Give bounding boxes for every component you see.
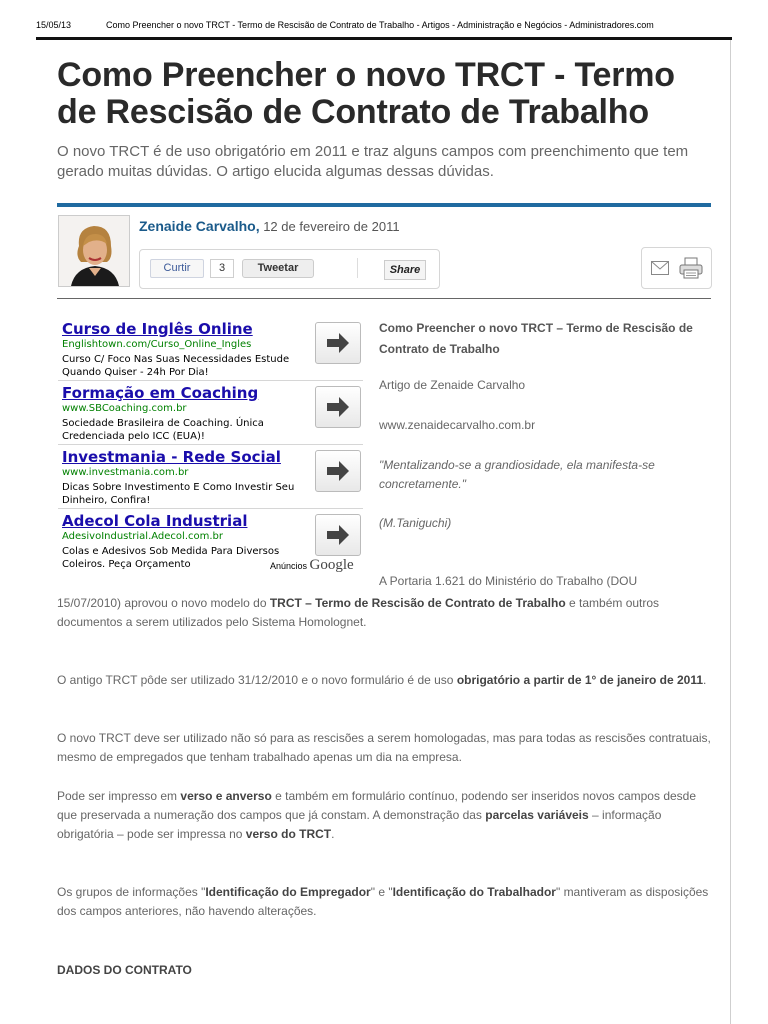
paragraph-3: O novo TRCT deve ser utilizado não só para as rescisões a serem homologadas, mas para todas as rescisões contratuais, mesmo de empregados que tenham trabalhado apenas um dia na empresa. (57, 731, 711, 764)
text-run: – informação obrigatória – pode ser impressa no (57, 808, 662, 841)
tweet-button[interactable]: Tweetar (242, 259, 314, 278)
ad-title[interactable]: Investmania - Rede Social (62, 448, 281, 466)
ads-attribution[interactable] (270, 557, 354, 574)
ad-item[interactable] (58, 381, 363, 445)
ad-arrow-button[interactable] (315, 322, 361, 364)
ad-description: Sociedade Brasileira de Coaching. Única Credenciada pelo ICC (EUA)! (62, 418, 264, 442)
bold-text: verso e anverso (180, 789, 272, 803)
ad-arrow-button[interactable] (315, 386, 361, 428)
arrow-right-icon (326, 524, 350, 546)
text-run: O antigo TRCT pôde ser utilizado 31/12/2010 e o novo formulário é de uso (57, 673, 457, 687)
print-page-title: Como Preencher o novo TRCT - Termo de Rescisão de Contrato de Trabalho - Artigos - Administração e Negócios - Administradores.com (106, 20, 654, 30)
bold-text: obrigatório a partir de 1° de janeiro de 2011 (456, 673, 704, 687)
author-line (139, 218, 400, 234)
ad-title[interactable]: Adecol Cola Industrial (62, 512, 248, 530)
ad-description: Curso C/ Foco Nas Suas Necessidades Estude Quando Quiser - 24h Por Dia! (62, 354, 290, 378)
email-icon[interactable] (651, 261, 669, 275)
author-box-bottom-rule (57, 298, 711, 299)
intro-website: www.zenaidecarvalho.com.br (379, 418, 536, 432)
ad-url[interactable]: AdesivoIndustrial.Adecol.com.br (62, 531, 224, 542)
author-avatar (58, 215, 130, 287)
text-run: Os grupos de informações " (57, 885, 206, 899)
intro-byline: Artigo de Zenaide Carvalho (379, 378, 526, 392)
ad-url[interactable]: www.investmania.com.br (62, 467, 189, 478)
like-count: 3 (210, 259, 234, 278)
section-heading: DADOS DO CONTRATO (57, 963, 192, 977)
arrow-right-icon (326, 460, 350, 482)
bold-text: TRCT – Termo de Rescisão de Contrato de Trabalho (269, 596, 566, 610)
article-title: Como Preencher o novo TRCT - Termo de Rescisão de Contrato de Trabalho (57, 56, 675, 131)
intro-quote: "Mentalizando-se a grandiosidade, ela manifesta-se concretamente." (379, 458, 655, 491)
article-intro-sidebar (379, 318, 709, 530)
print-icon[interactable] (679, 257, 703, 279)
arrow-right-icon (326, 332, 350, 354)
ad-arrow-button[interactable] (315, 450, 361, 492)
google-logo: Google (309, 557, 354, 573)
bold-text: verso do TRCT (245, 827, 332, 841)
paragraph-4 (57, 787, 711, 844)
ad-url[interactable]: Englishtown.com/Curso_Online_Ingles (62, 339, 252, 350)
arrow-right-icon (326, 396, 350, 418)
like-button[interactable]: Curtir (150, 259, 204, 278)
paragraph-1-start: A Portaria 1.621 do Ministério do Trabalho (DOU (379, 574, 638, 588)
paragraph-5 (57, 883, 711, 921)
ad-item[interactable] (58, 317, 363, 381)
text-run: 15/07/2010) aprovou o novo modelo do (57, 596, 270, 610)
ad-arrow-button[interactable] (315, 514, 361, 556)
share-bar (139, 249, 440, 289)
text-run: e também outros documentos a serem utilizados pelo Sistema Homolognet. (57, 596, 660, 629)
ad-item[interactable] (58, 445, 363, 509)
paragraph-1 (57, 594, 711, 632)
author-photo-icon (59, 216, 129, 286)
text-run: " mantiveram as disposições dos campos anteriores, não havendo alterações. (57, 885, 709, 918)
intro-quote-author: (M.Taniguchi) (379, 516, 452, 530)
author-name[interactable]: Zenaide Carvalho, (139, 218, 260, 234)
text-run: " e " (370, 885, 393, 899)
publish-date: 12 de fevereiro de 2011 (259, 219, 400, 234)
ad-url[interactable]: www.SBCoaching.com.br (62, 403, 187, 414)
print-date: 15/05/13 (36, 20, 72, 30)
text-run: . (331, 827, 335, 841)
ad-description: Colas e Adesivos Sob Medida Para Diversos Coleiros. Peça Orçamento (62, 546, 280, 570)
ad-title[interactable]: Curso de Inglês Online (62, 320, 253, 338)
intro-title: Como Preencher o novo TRCT – Termo de Rescisão de Contrato de Trabalho (379, 321, 693, 356)
header-rule (36, 37, 732, 40)
ad-title[interactable]: Formação em Coaching (62, 384, 259, 402)
print-header (0, 0, 768, 40)
text-run: Pode ser impresso em (57, 789, 181, 803)
article-subtitle: O novo TRCT é de uso obrigatório em 2011 e traz alguns campos com preenchimento que tem gerado muitas dúvidas. O artigo elucida algumas dessas dúvidas. (57, 143, 689, 180)
bold-text: Identificação do Trabalhador (392, 885, 556, 899)
ads-label: Anúncios (270, 561, 308, 571)
bold-text: Identificação do Empregador (205, 885, 371, 899)
share-button[interactable]: Share (384, 260, 426, 280)
paragraph-2 (57, 671, 711, 690)
share-separator (357, 258, 358, 278)
text-run: . (703, 673, 707, 687)
page-edge-rule (730, 40, 731, 1024)
article-tools (641, 247, 712, 289)
author-box-top-rule (57, 203, 711, 207)
text-run: e também em formulário contínuo, podendo ser inseridos novos campos desde que preservada a numeração dos campos que já constam. A demonstração das (57, 789, 697, 822)
ad-description: Dicas Sobre Investimento E Como Investir Seu Dinheiro, Confira! (62, 482, 295, 506)
ad-block (58, 317, 363, 572)
bold-text: parcelas variáveis (485, 808, 589, 822)
